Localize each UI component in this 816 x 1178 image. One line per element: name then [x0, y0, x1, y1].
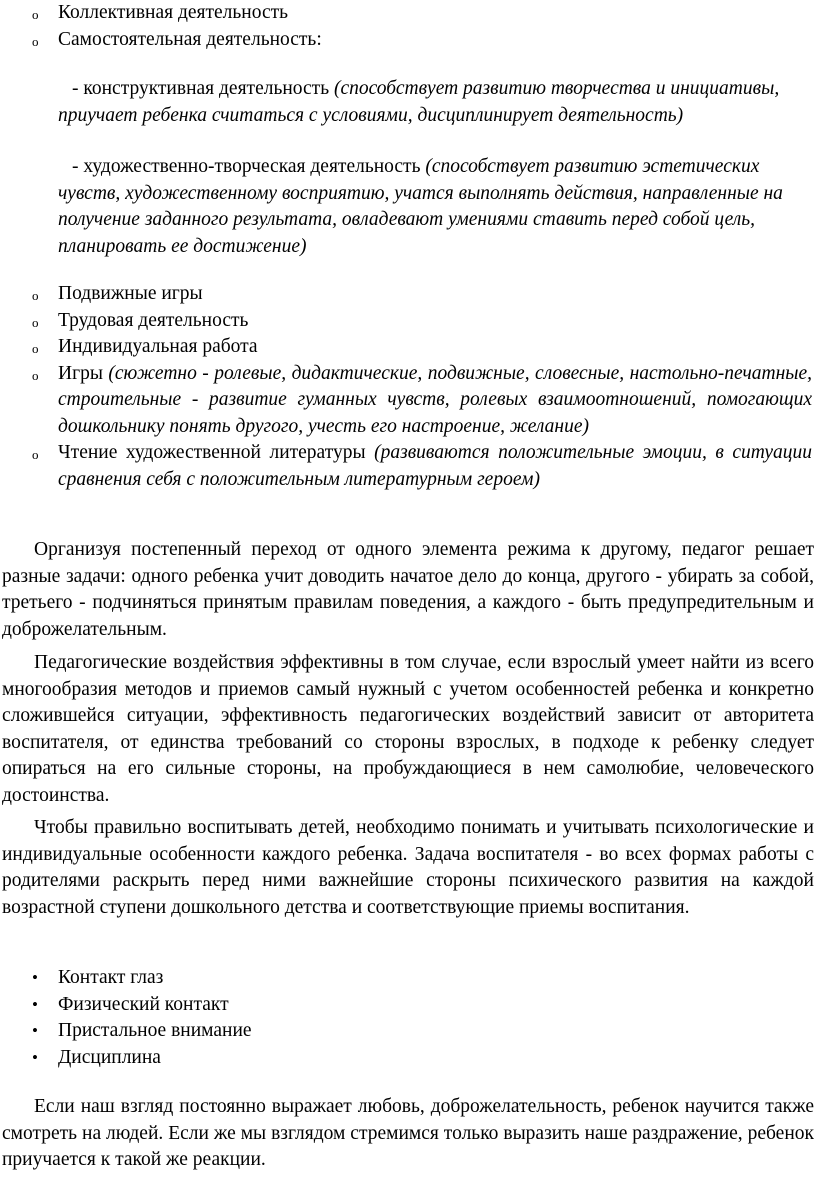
paragraph-pedagogical: Педагогические воздействия эффективны в том случае, если взрослый умеет найти из всего многообразия методов и приемов самый нужный с учетом особенностей ребенка и конкретно сложившейся ситуации, эффективность педагогических воздействий зависит от авторитета воспитателя, от единства требований со стороны взрослых, в подходе к ребенку следует опираться на его сильные стороны, на пробуждающиеся в нем самолюбие, человеческого достоинства. [2, 652, 814, 806]
circle-bullet-icon: o [32, 7, 39, 22]
contact-list [0, 965, 816, 1071]
circle-bullet-icon: o [32, 367, 39, 383]
list-item [0, 965, 816, 992]
list-item-text: Пристальное внимание [58, 1020, 252, 1041]
bullet-icon: • [32, 1021, 38, 1040]
list-item [0, 1045, 816, 1072]
bullet-icon: • [32, 1047, 38, 1067]
list-item-text: Физический контакт [58, 993, 229, 1015]
circle-bullet-icon: o [32, 447, 39, 462]
sub-item-text: - художественно-творческая деятельность [72, 156, 421, 177]
list-item [0, 361, 816, 441]
activity-list-top [0, 0, 816, 53]
sub-item-text: - конструктивная деятельность [72, 78, 330, 99]
list-item-note: (сюжетно - ролевые, дидактические, подвижные, словесные, настольно-печатные, строительные - развитие гуманных чувств, ролевых взаимоотношений, помогающих дошкольнику понять другого, учесть его настроение, желание) [58, 362, 812, 437]
list-item [0, 992, 816, 1019]
list-item-text: Дисциплина [58, 1046, 161, 1068]
sub-item-note: (способствует развитию эстетических чувств, художественному восприятию, учатся выполнять действия, направленные на получение заданного результата, овладевают умениями ставить перед собой цель, планировать ее достижение) [58, 156, 783, 257]
list-item [0, 281, 816, 308]
list-item-text: Трудовая деятельность [58, 309, 249, 331]
bullet-icon: • [32, 994, 38, 1014]
list-item-text: Чтение художественной литературы [58, 442, 366, 463]
list-item-text: Подвижные игры [58, 283, 203, 304]
list-item-text: Коллективная деятельность [58, 2, 289, 23]
sub-item-artistic [58, 154, 812, 260]
list-item [0, 27, 816, 54]
activity-list-main [0, 281, 816, 493]
list-item [0, 334, 816, 361]
circle-bullet-icon: o [32, 341, 39, 356]
list-item [0, 308, 816, 335]
paragraph-gaze: Если наш взгляд постоянно выражает любовь, доброжелательность, ребенок научится также смотреть на людей. Если же мы взглядом стремимся только выразить наше раздражение, ребенок приучается к такой же реакции. [2, 1096, 814, 1170]
sub-item-note: (способствует развитию творчества и инициативы, приучает ребенка считаться с условиями, дисциплинирует деятельность) [58, 78, 780, 126]
circle-bullet-icon: o [32, 288, 39, 303]
list-item-text: Самостоятельная деятельность: [58, 28, 322, 50]
paragraph-upbringing: Чтобы правильно воспитывать детей, необходимо понимать и учитывать психологические и индивидуальные особенности каждого ребенка. Задача воспитателя - во всех формах работы с родителями раскрыть перед ними важнейшие стороны психического развития на каждой возрастной ступени дошкольного детства и соответствующие приемы воспитания. [2, 817, 814, 918]
circle-bullet-icon: o [32, 33, 39, 49]
list-item-text: Индивидуальная работа [58, 336, 258, 357]
bullet-icon: • [32, 968, 38, 987]
sub-item-constructive [58, 76, 812, 129]
list-item-note: (развиваются положительные эмоции, в ситуации сравнения себя с положительным литературным героем) [58, 442, 812, 490]
list-item-text: Игры [58, 362, 103, 384]
list-item [0, 440, 816, 493]
list-item [0, 0, 816, 27]
circle-bullet-icon: o [32, 314, 39, 330]
paragraph-transition: Организуя постепенный переход от одного элемента режима к другому, педагог решает разные задачи: одного ребенка учит доводить начатое дело до конца, другого - убирать за собой, третьего - подчиняться принятым правилам поведения, а каждого - быть предупредительным и доброжелательным. [2, 539, 814, 640]
list-item-text: Контакт глаз [58, 967, 164, 988]
list-item [0, 1018, 816, 1045]
